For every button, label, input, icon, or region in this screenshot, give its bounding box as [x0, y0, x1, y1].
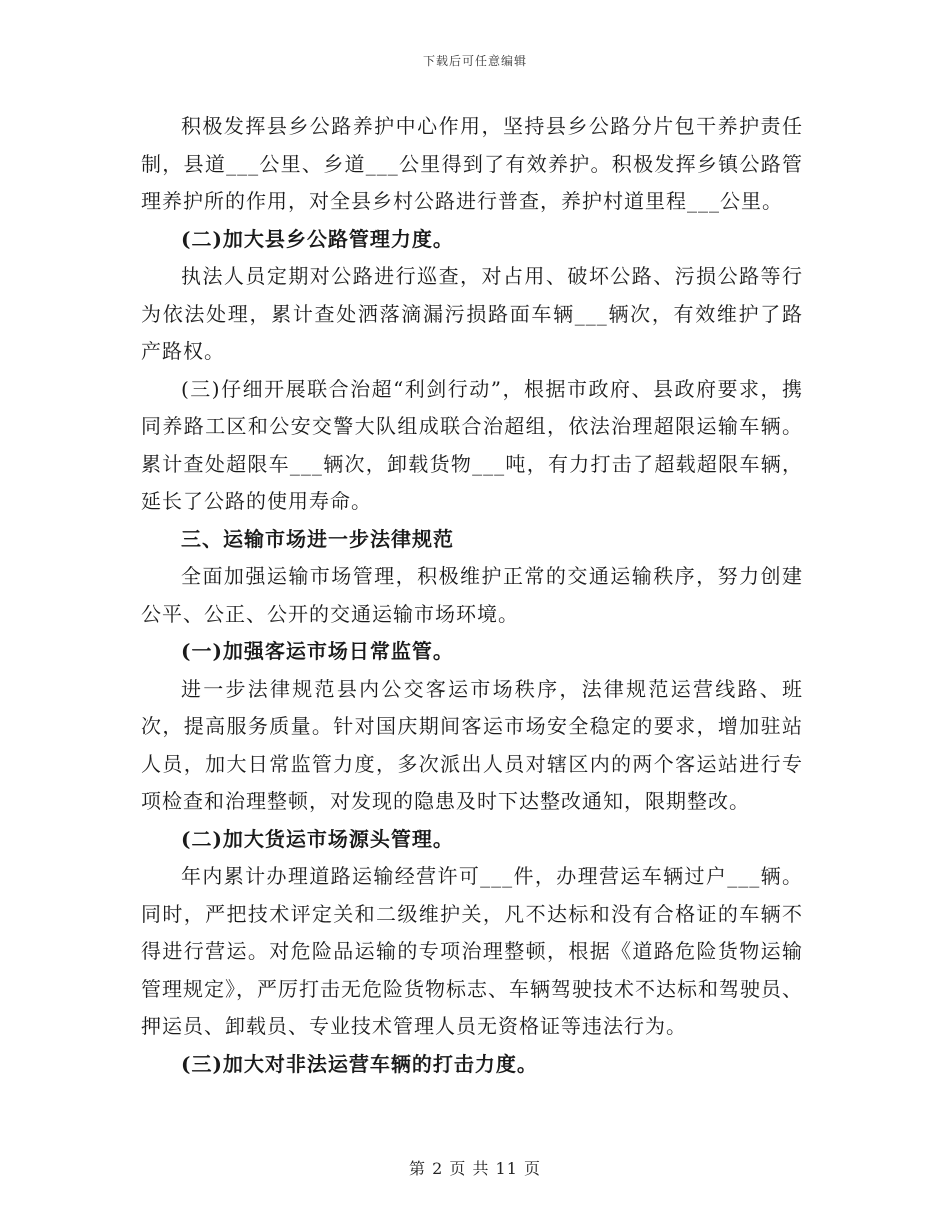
section-heading-transport-market: 三、运输市场进一步法律规范 [181, 526, 454, 551]
section-heading-freight-management: (二)加大货运市场源头管理。 [181, 826, 454, 851]
header-note: 下载后可任意编辑 [422, 54, 527, 68]
paragraph-passenger-supervision: 进一步法律规范县内公交客运市场秩序，法律规范运营线路、班次，提高服务质量。针对国庆期间客运市场安全稳定的要求，增加驻站人员，加大日常监管力度，多次派出人员对辖区内的两个客运站进行专项检查和治理整顿，对发现的隐患及时下达整改通知，限期整改。 [141, 676, 803, 813]
paragraph-market-overview: 全面加强运输市场管理，积极维护正常的交通运输秩序，努力创建公平、公正、公开的交通运输市场环境。 [141, 564, 803, 626]
paragraph-overload-control: (三)仔细开展联合治超“利剑行动”，根据市政府、县政府要求，携同养路工区和公安交警大队组成联合治超组，依法治理超限运输车辆。累计查处超限车___辆次，卸载货物___吨，有力打击了超载超限车辆，延长了公路的使用寿命。 [141, 376, 803, 513]
paragraph-freight-management: 年内累计办理道路运输经营许可___件，办理营运车辆过户___辆。同时，严把技术评定关和二级维护关，凡不达标和没有合格证的车辆不得进行营运。对危险品运输的专项治理整顿，根据《道路危险货物运输管理规定》，严厉打击无危险货物标志、车辆驾驶技术不达标和驾驶员、押运员、卸载员、专业技术管理人员无资格证等违法行为。 [141, 864, 803, 1038]
section-heading-road-management: (二)加大县乡公路管理力度。 [181, 226, 454, 251]
paragraph-inspection: 执法人员定期对公路进行巡查，对占用、破坏公路、污损公路等行为依法处理，累计查处洒落滴漏污损路面车辆___辆次，有效维护了路产路权。 [141, 264, 803, 363]
page-number: 第 2 页 共 11 页 [409, 1159, 541, 1178]
section-heading-illegal-operation: (三)加大对非法运营车辆的打击力度。 [181, 1051, 538, 1076]
section-heading-passenger-supervision: (一)加强客运市场日常监管。 [181, 639, 454, 663]
document-body [141, 108, 803, 1083]
paragraph-maintenance: 积极发挥县乡公路养护中心作用，坚持县乡公路分片包干养护责任制，县道___公里、乡道___公里得到了有效养护。积极发挥乡镇公路管理养护所的作用，对全县乡村公路进行普查，养护村道里程___公里。 [141, 114, 803, 213]
